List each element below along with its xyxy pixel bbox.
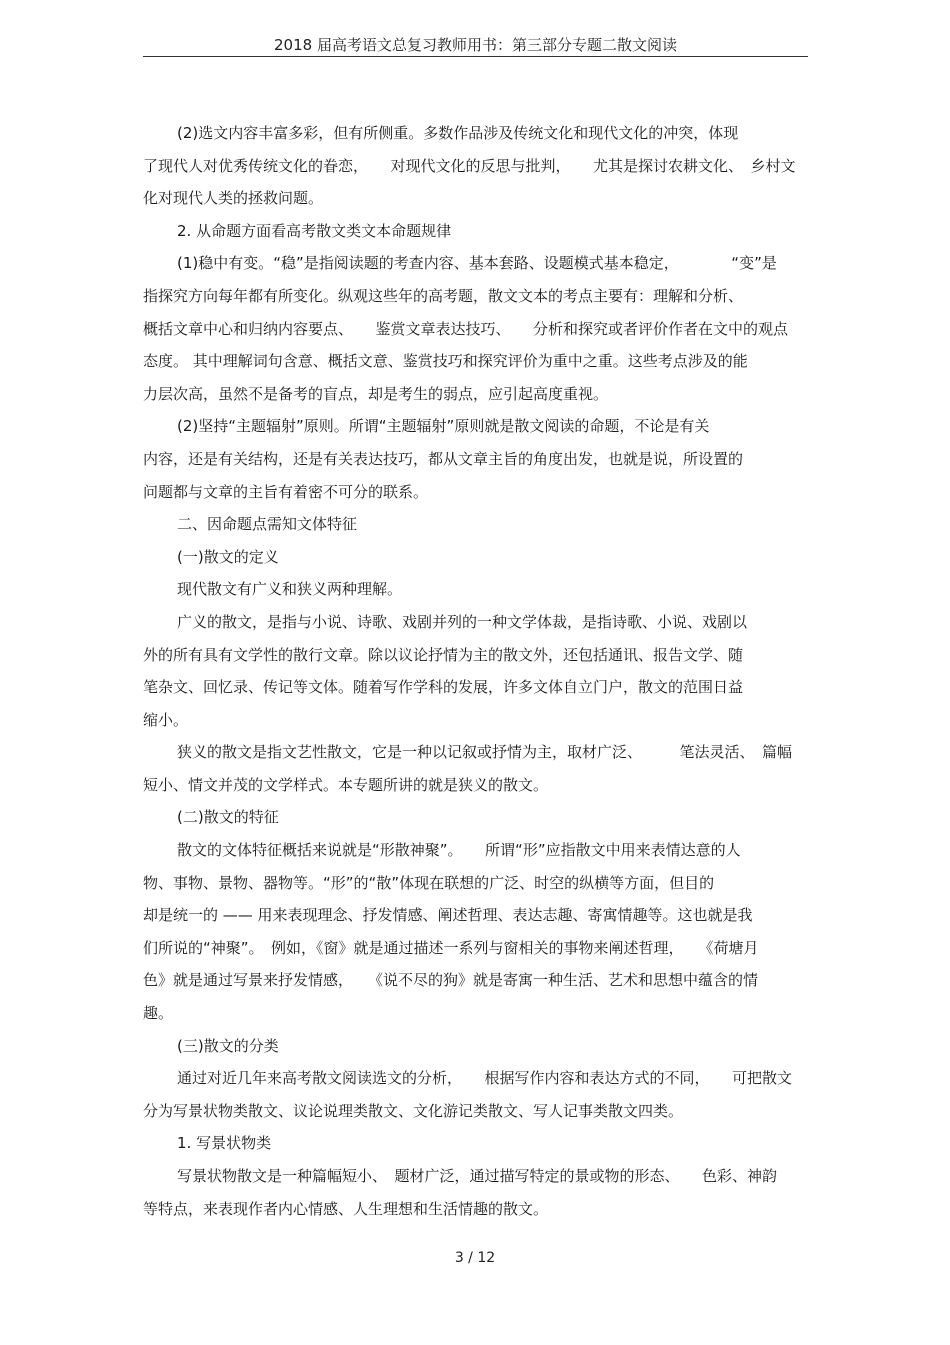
paragraph-line: 概括文章中心和归纳内容要点、 鉴赏文章表达技巧、 分析和探究或者评价作者在文中的观点 bbox=[143, 319, 789, 338]
paragraph-line: 等特点，来表现作者内心情感、人生理想和生活情趣的散文。 bbox=[143, 1199, 549, 1218]
paragraph-line: 却是统一的 —— 用来表现理念、抒发情感、阐述哲理、表达志趣、寄寓情趣等。这也就是我 bbox=[143, 906, 753, 925]
paragraph-line: 短小、情文并茂的文学样式。本专题所讲的就是狭义的散文。 bbox=[143, 775, 549, 794]
paragraph-line: 化对现代人类的拯救问题。 bbox=[143, 189, 324, 208]
page-number: 3 / 12 bbox=[454, 1250, 496, 1266]
paragraph-line: 分为写景状物类散文、议论说理类散文、文化游记类散文、写人记事类散文四类。 bbox=[143, 1101, 684, 1120]
subsection-heading: (二)散文的特征 bbox=[177, 808, 279, 827]
paragraph-line: 通过对近几年来高考散文阅读选文的分析， 根据写作内容和表达方式的不同， 可把散文 bbox=[177, 1069, 793, 1088]
paragraph-line: 色》就是通过写景来抒发情感， 《说不尽的狗》就是寄寓一种生活、艺术和思想中蕴含的情 bbox=[143, 971, 759, 990]
paragraph-line: 笔杂文、回忆录、传记等文体。随着写作学科的发展，许多文体自立门户，散文的范围日益 bbox=[143, 678, 744, 697]
paragraph-line: 指探究方向每年都有所变化。纵观这些年的高考题，散文文本的考点主要有：理解和分析、 bbox=[143, 286, 744, 305]
subsection-heading: (三)散文的分类 bbox=[177, 1036, 279, 1055]
paragraph-line: 们所说的“神聚”。 例如，《窗》就是通过描述一系列与窗相关的事物来阐述哲理， 《荷塘月 bbox=[143, 938, 759, 957]
paragraph-line: 狭义的散文是指文艺性散文，它是一种以记叙或抒情为主，取材广泛、 笔法灵活、 篇幅 bbox=[177, 743, 793, 762]
paragraph-line: (1)稳中有变。“稳”是指阅读题的考查内容、基本套路、设题模式基本稳定， “变”是 bbox=[177, 254, 777, 273]
paragraph-line: 问题都与文章的主旨有着密不可分的联系。 bbox=[143, 482, 429, 501]
subsection-heading: 1. 写景状物类 bbox=[177, 1134, 272, 1153]
paragraph-line: 力层次高，虽然不是备考的盲点，却是考生的弱点，应引起高度重视。 bbox=[143, 384, 609, 403]
paragraph-line: (2)选文内容丰富多彩，但有所侧重。多数作品涉及传统文化和现代文化的冲突，体现 bbox=[177, 124, 739, 142]
paragraph-line: 趣。 bbox=[143, 1004, 174, 1023]
paragraph-line: (2)坚持“主题辐射”原则。所谓“主题辐射”原则就是散文阅读的命题，不论是有关 bbox=[177, 417, 710, 436]
section-heading: 2. 从命题方面看高考散文类文本命题规律 bbox=[177, 221, 452, 240]
paragraph-line: 散文的文体特征概括来说就是“形散神聚”。 所谓“形”应指散文中用来表情达意的人 bbox=[177, 841, 741, 860]
section-heading: 二、因命题点需知文体特征 bbox=[177, 515, 358, 534]
paragraph-line: 缩小。 bbox=[143, 710, 189, 729]
paragraph-line: 态度。 其中理解词句含意、概括文意、鉴赏技巧和探究评价为重中之重。这些考点涉及的能 bbox=[143, 352, 748, 371]
paragraph-line: 写景状物散文是一种篇幅短小、 题材广泛，通过描写特定的景或物的形态、 色彩、神韵 bbox=[177, 1167, 778, 1185]
paragraph-line: 物、事物、景物、器物等。“形”的“散”体现在联想的广泛、时空的纵横等方面，但目的 bbox=[143, 873, 715, 892]
page-header: 2018 届高考语文总复习教师用书：第三部分专题二散文阅读 bbox=[143, 34, 808, 57]
document-body bbox=[143, 117, 808, 1225]
paragraph-line: 了现代人对优秀传统文化的眷恋， 对现代文化的反思与批判， 尤其是探讨农耕文化、 乡村文 bbox=[143, 156, 796, 175]
subsection-heading: (一)散文的定义 bbox=[177, 547, 279, 566]
paragraph-line: 广义的散文，是指与小说、诗歌、戏剧并列的一种文学体裁，是指诗歌、小说、戏剧以 bbox=[177, 612, 748, 631]
paragraph-line: 现代散文有广义和狭义两种理解。 bbox=[177, 580, 403, 599]
paragraph-line: 外的所有具有文学性的散行文章。除以议论抒情为主的散文外，还包括通讯、报告文学、随 bbox=[143, 645, 744, 664]
paragraph-line: 内容，还是有关结构，还是有关表达技巧，都从文章主旨的角度出发，也就是说，所设置的 bbox=[143, 449, 744, 468]
